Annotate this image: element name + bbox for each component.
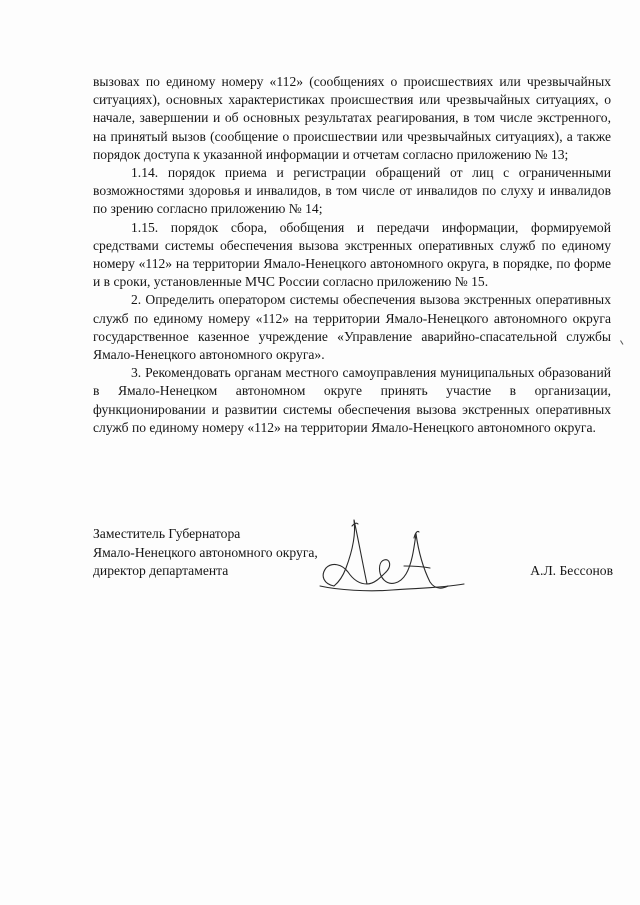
signatory-position: [93, 525, 318, 581]
paragraph-continuation: вызовах по единому номеру «112» (сообщениях о происшествиях или чрезвычайных ситуациях), основных характеристиках происшествия или чрезвычайных ситуациях, о начале, завершении и об основных результатах реагирования, в том числе экстренного, на принятый вызов (сообщение о происшествии или чрезвычайных ситуациях), а также порядок доступа к указанной информации и отчетам согласно приложению № 13;: [93, 74, 611, 162]
signatory-name: А.Л. Бессонов: [530, 563, 613, 578]
paragraph-item-1-15: 1.15. порядок сбора, обобщения и передачи информации, формируемой средствами системы обеспечения вызова экстренных оперативных служб по единому номеру «112» на территории Ямало-Ненецкого автономного округа, в порядке, по форме и в сроки, установленные МЧС России согласно приложению № 15.: [93, 219, 611, 290]
paragraph-item-3: 3. Рекомендовать органам местного самоуправления муниципальных образований в Ямало-Ненецком автономном округе принять участие в организации, функционировании и развитии системы обеспечения вызова экстренных оперативных служб по единому номеру «112» на территории Ямало-Ненецкого автономного округа.: [93, 365, 611, 435]
scan-mark: [620, 340, 624, 345]
signatory-position-line: Ямало-Ненецкого автономного округа,: [93, 544, 318, 560]
signatory-position-line: Заместитель Губернатора: [93, 526, 241, 541]
paragraph-item-2: 2. Определить оператором системы обеспечения вызова экстренных оперативных служб по единому номеру «112» на территории Ямало-Ненецкого автономного округа государственное казенное учреждение «Управление аварийно-спасательной службы Ямало-Ненецкого автономного округа».: [93, 292, 611, 363]
document-body: [93, 73, 611, 437]
paragraph-item-1-14: 1.14. порядок приема и регистрации обращений от лиц с ограниченными возможностями здоровья и инвалидов, в том числе от инвалидов по слуху и инвалидов по зрению согласно приложению № 14;: [93, 165, 611, 217]
handwritten-signature: [318, 512, 468, 597]
signatory-position-line: директор департамента: [93, 563, 229, 578]
